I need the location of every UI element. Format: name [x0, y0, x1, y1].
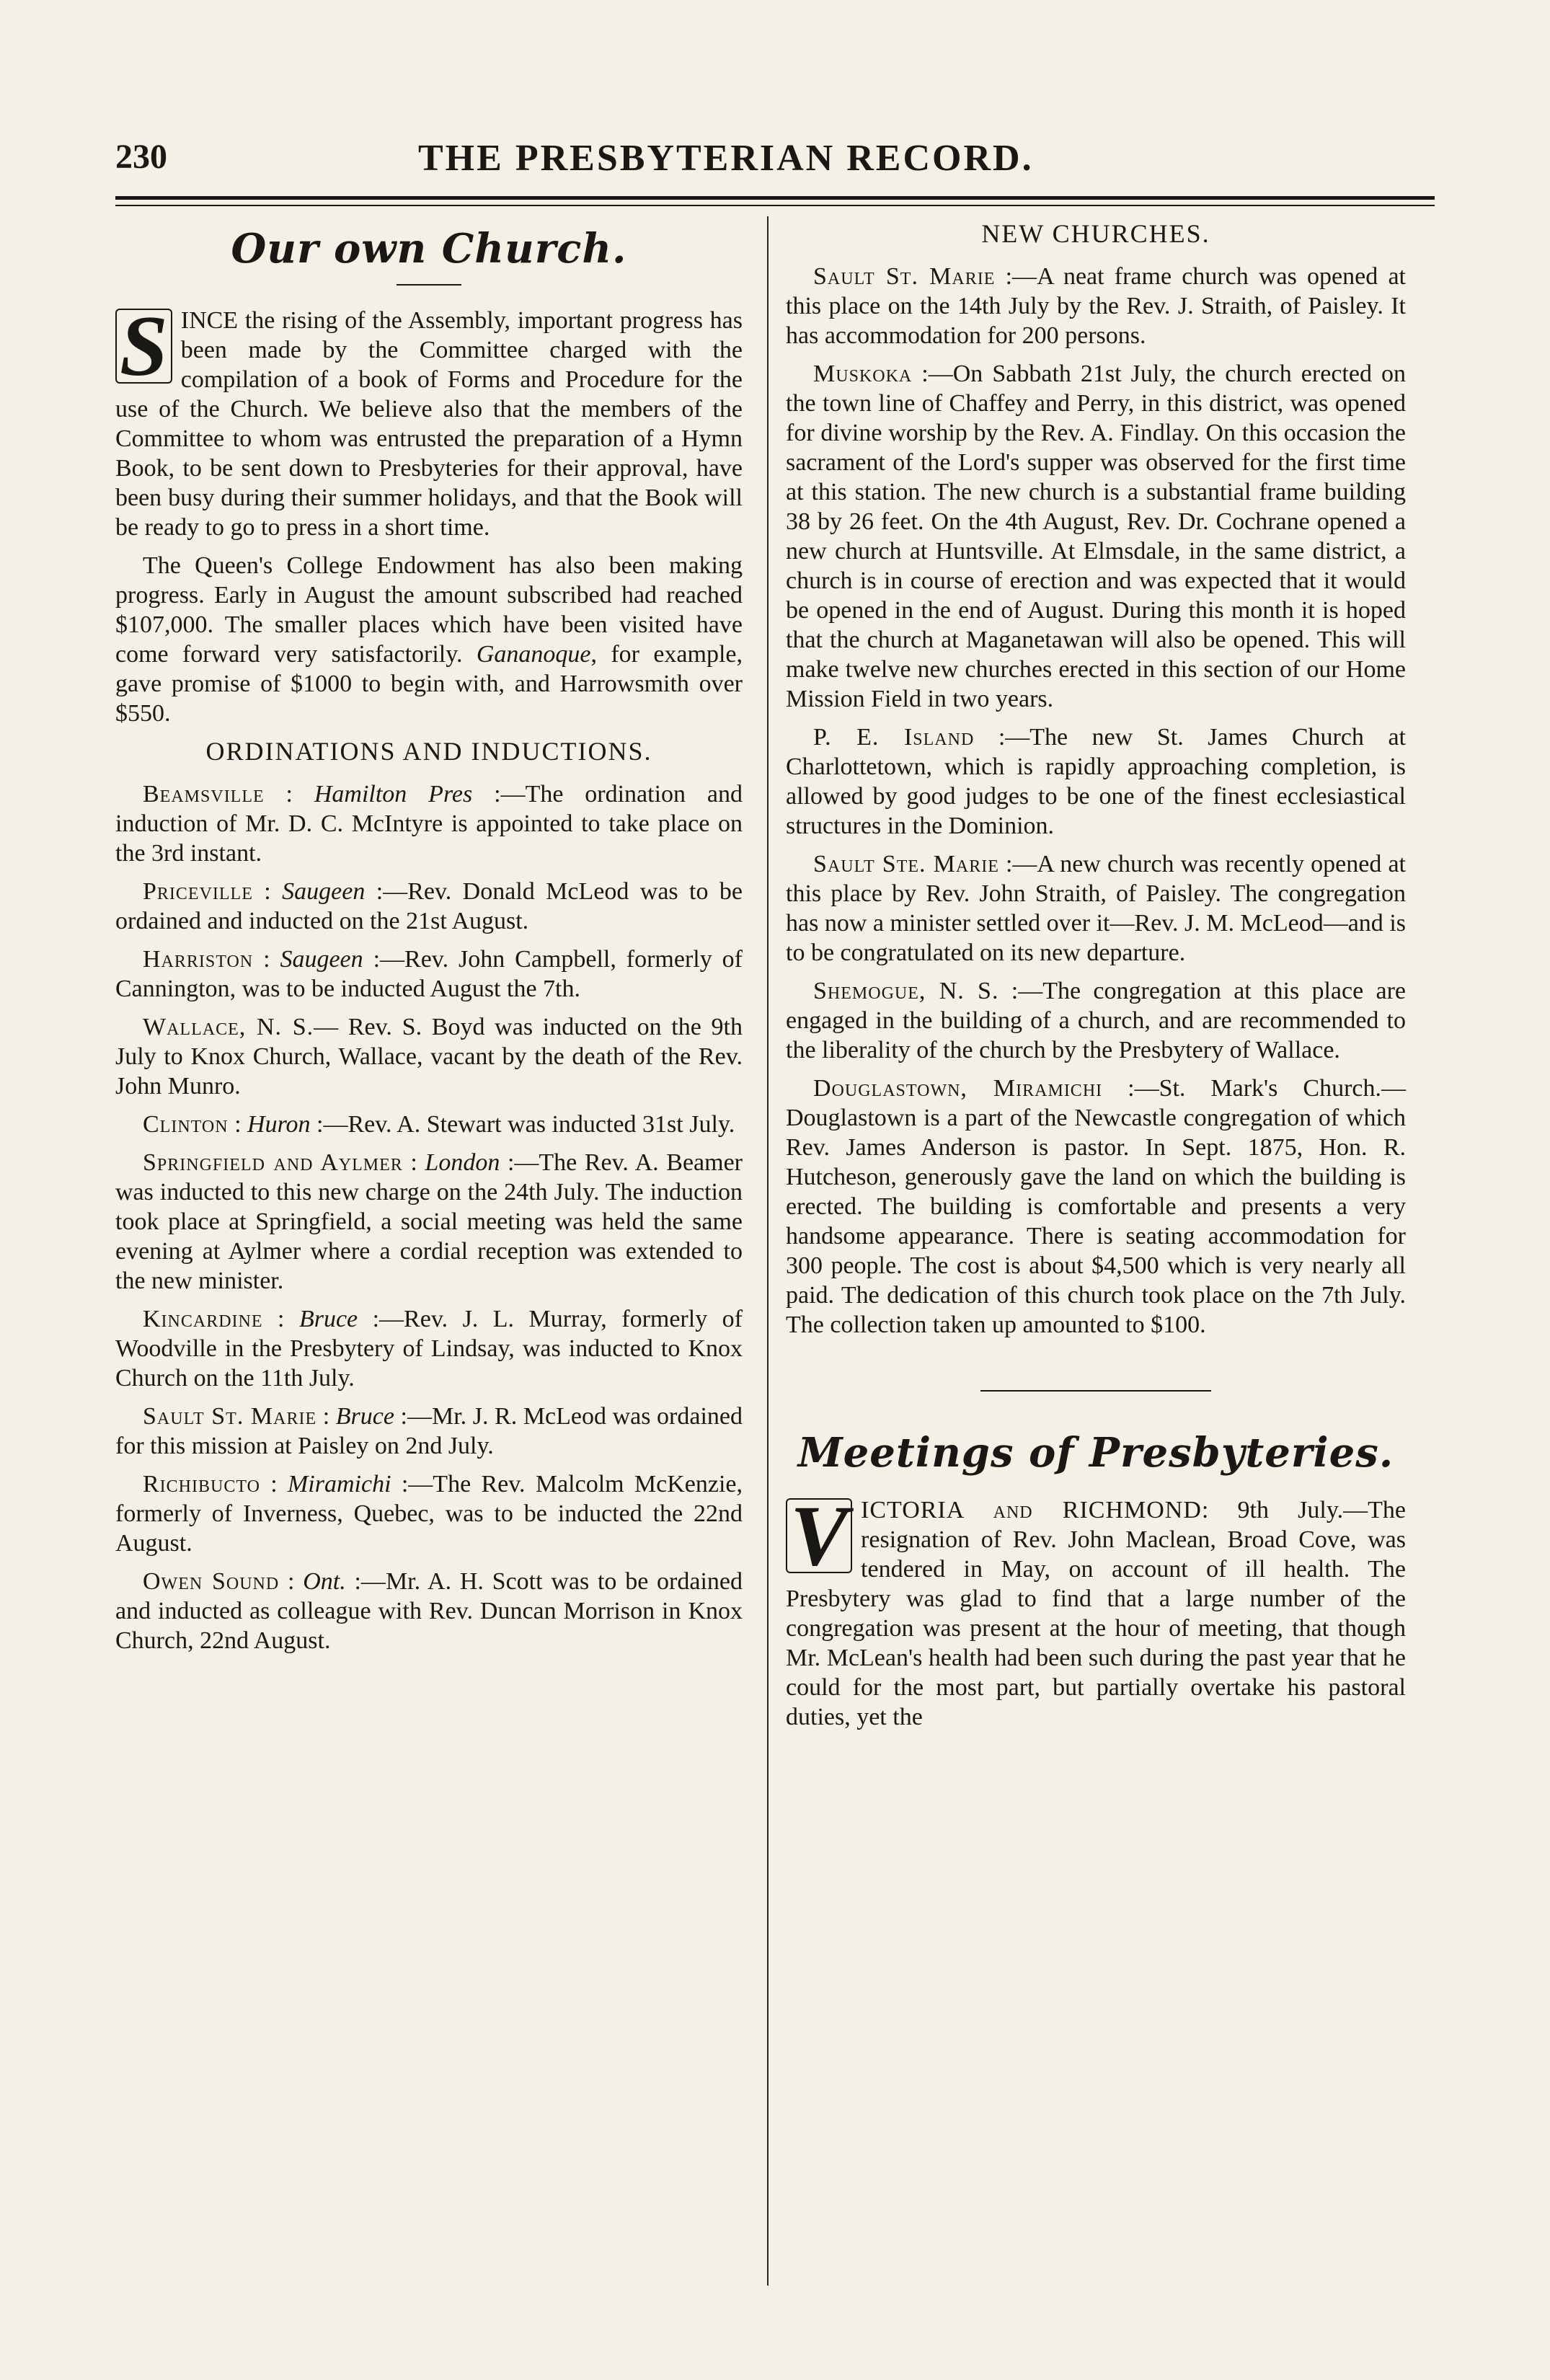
ordination-entry: [115, 1469, 743, 1558]
entry-place: Richibucto: [143, 1471, 260, 1498]
entry-sep: :: [279, 1568, 304, 1595]
entry-place: Harriston: [143, 946, 254, 973]
entry-dash: :—: [365, 878, 408, 905]
dropcap-v: V: [786, 1498, 852, 1573]
new-churches-heading: NEW CHURCHES.: [981, 219, 1210, 248]
page-header: [115, 137, 1435, 187]
ordination-entry: [115, 877, 743, 936]
entry-dash: :—: [472, 781, 526, 808]
entry-text: The Rev. Malcolm McKenzie, formerly of Inverness, Quebec, was to be inducted the 22nd August.: [115, 1471, 743, 1557]
entry-place: Sault Ste. Marie: [813, 851, 999, 877]
entry-dash: :—: [345, 1568, 386, 1595]
entry-text: On Sabbath 21st July, the church erected on the town line of Chaffey and Perry, in this district, was opened for divine worship by the Rev. A. Findlay. On this occasion the sacrament of the Lord's supper was observed for the first time at this station. The new church is a substantial frame building 38 by 26 feet. On the 4th August, Rev. Dr. Cochrane opened a new church at Huntsville. At Elmsdale, in the same district, a church is in course of erection and was expected that it would be opened in the end of August. During this month it is hoped that the church at Maganetawan will also be opened. This will make twelve new churches erected in this section of our Home Mission Field in two years.: [786, 360, 1406, 712]
ordination-entry: [115, 1304, 743, 1393]
entry-presbytery: Miramichi: [287, 1471, 391, 1498]
ordination-entry: [115, 1567, 743, 1655]
entry-text: St. Mark's Church.—Douglastown is a part of the Newcastle congregation of which Rev. James Anderson is pastor. In Sept. 1875, Hon. R. Hutcheson, generously gave the land on which the building is erected. The building is comfortable and presents a very handsome appearance. There is seating accommodation for 300 people. The cost is about $4,500 which is very nearly all paid. The dedication of this church took place on the 7th July. The collection taken up amounted to $100.: [786, 1075, 1406, 1338]
entry-place: Springfield and Aylmer: [143, 1149, 403, 1176]
section-divider: [980, 1390, 1211, 1392]
section-title-our-own-church: Our own Church.: [231, 225, 627, 273]
entry-sep: :: [260, 1471, 288, 1498]
entry-place: Wallace, N. S.: [143, 1014, 314, 1040]
ordinations-heading: ORDINATIONS AND INDUCTIONS.: [205, 737, 652, 766]
entry-presbytery: Bruce: [298, 1306, 358, 1332]
entry-text: Rev. S. Boyd was inducted on the 9th July to Knox Church, Wallace, vacant by the death of the Rev. John Munro.: [115, 1014, 743, 1100]
new-church-entry: [786, 262, 1406, 350]
right-column: [786, 216, 1406, 1740]
entry-text: Mr. J. R. McLeod was ordained for this mission at Paisley on 2nd July.: [115, 1403, 743, 1459]
entry-presbytery: London: [425, 1149, 500, 1176]
entry-sep: :: [264, 781, 314, 808]
entry-text: Rev. Donald McLeod was to be ordained and inducted on the 21st August.: [115, 878, 743, 934]
ordination-entry: [115, 1012, 743, 1101]
entry-place: Kincardine: [143, 1306, 263, 1332]
entry-presbytery: Saugeen: [282, 878, 366, 905]
ordination-entry: [115, 1402, 743, 1461]
entry-place: Muskoka: [813, 360, 913, 387]
entry-dash: :—: [998, 851, 1037, 877]
endowment-place: Gananoque: [476, 641, 591, 668]
new-church-entry: [786, 722, 1406, 841]
ordination-entry: [115, 1148, 743, 1296]
entry-presbytery: Ont.: [303, 1568, 346, 1595]
entry-dash: :—: [363, 946, 405, 973]
page-number: 230: [115, 138, 167, 176]
entry-dash: :—: [391, 1471, 433, 1498]
entry-place: Owen Sound: [143, 1568, 280, 1595]
entry-place: Douglastown, Miramichi: [813, 1075, 1103, 1102]
entry-sep: :: [228, 1111, 248, 1138]
entry-text: The Rev. A. Beamer was inducted to this new charge on the 24th July. The induction took place at Springfield, a social meeting was held the same evening at Aylmer where a cordial reception was extended to the new minister.: [115, 1149, 743, 1294]
entry-place: Priceville: [143, 878, 253, 905]
entry-place: Beamsville: [143, 781, 265, 808]
endowment-paragraph: [115, 551, 743, 728]
running-title: THE PRESBYTERIAN RECORD.: [418, 138, 1034, 179]
ordination-entry: [115, 779, 743, 868]
intro-text: INCE the rising of the Assembly, important progress has been made by the Committee charged with the compilation of a book of Forms and Procedure for the use of the Church. We believe also that the members of the Committee to whom was entrusted the preparation of a Hymn Book, to be sent down to Presbyteries for their approval, have been busy during their summer holidays, and that the Book will be ready to go to press in a short time.: [115, 307, 743, 541]
ordination-entry: [115, 945, 743, 1004]
meetings-paragraph: [786, 1487, 1406, 1732]
entry-sep: :: [316, 1403, 336, 1430]
entry-sep: :: [402, 1149, 425, 1176]
endowment-text-b: , for example, gave promise of $1000 to begin with, and Harrowsmith over $550.: [115, 641, 743, 727]
entry-presbytery: Huron: [247, 1111, 311, 1138]
header-rule-thin: [115, 205, 1435, 206]
entry-dash: :—: [912, 360, 953, 387]
entry-text: A new church was recently opened at this place by Rev. John Straith, of Paisley. The congregation has now a minister settled over it—Rev. J. M. McLeod—and is to be congratulated on its new departure.: [786, 851, 1406, 966]
entry-dash: :—: [995, 263, 1037, 290]
entry-presbytery: Bruce: [335, 1403, 394, 1430]
entry-presbytery: Saugeen: [280, 946, 363, 973]
entry-place: Clinton: [143, 1111, 229, 1138]
intro-paragraph: [115, 298, 743, 542]
entry-sep: :: [252, 878, 283, 905]
entry-place: Sault St. Marie: [143, 1403, 317, 1430]
entry-place: Shemogue, N. S.: [813, 978, 999, 1004]
entry-text: The ordination and induction of Mr. D. C. McIntyre is appointed to take place on the 3rd instant.: [115, 781, 743, 867]
ordination-entry: [115, 1110, 743, 1139]
dropcap-s: S: [115, 309, 172, 384]
new-church-entry: [786, 359, 1406, 714]
entry-text: Mr. A. H. Scott was to be ordained and inducted as colleague with Rev. Duncan Morrison in Knox Church, 22nd August.: [115, 1568, 743, 1654]
entry-dash: :—: [500, 1149, 539, 1176]
new-church-entry: [786, 976, 1406, 1065]
entry-text: A neat frame church was opened at this place on the 14th July by the Rev. J. Straith, of Paisley. It has accommodation for 200 persons.: [786, 263, 1406, 349]
entry-dash: :—: [998, 978, 1043, 1004]
title-rule: [397, 284, 461, 286]
entry-dash: :—: [1102, 1075, 1159, 1102]
entry-text: Rev. J. L. Murray, formerly of Woodville in the Presbytery of Lindsay, was inducted to Knox Church on the 11th July.: [115, 1306, 743, 1392]
entry-place: Sault St. Marie: [813, 263, 996, 290]
entry-dash: :—: [974, 724, 1030, 751]
entry-sep: :: [262, 1306, 299, 1332]
column-divider: [767, 216, 769, 2286]
entry-text: Rev. John Campbell, formerly of Cannington, was to be inducted August the 7th.: [115, 946, 743, 1002]
entry-dash: :—: [358, 1306, 404, 1332]
ordinations-list: [115, 779, 743, 1655]
entry-text: Rev. A. Stewart was inducted 31st July.: [347, 1111, 735, 1138]
entry-dash: :—: [310, 1111, 348, 1138]
new-church-entry: [786, 849, 1406, 968]
entry-dash: :—: [394, 1403, 432, 1430]
endowment-text-a: The Queen's College Endowment has also been making progress. Early in August the amount subscribed had reached $107,000. The smaller places which have been visited have come forward very satisfactorily.: [115, 552, 743, 668]
entry-text: The new St. James Church at Charlottetown, which is rapidly approaching completion, is allowed by good judges to be one of the finest ecclesiastical structures in the Dominion.: [786, 724, 1406, 839]
new-church-entry: [786, 1074, 1406, 1340]
entry-place: P. E. Island: [813, 724, 975, 751]
meetings-place: ICTORIA and RICHMOND: [861, 1497, 1202, 1523]
meetings-text: : 9th July.—The resignation of Rev. John Maclean, Broad Cove, was tendered in May, on account of ill health. The Presbytery was glad to find that a large number of the congregation was present at the hour of meeting, that though Mr. McLean's health had been such during the past year that he could for the most part, but partially overtake his pastoral duties, yet the: [786, 1497, 1406, 1730]
left-column: [115, 216, 743, 1664]
header-rule: [115, 196, 1435, 200]
section-title-meetings: Meetings of Presbyteries.: [797, 1429, 1394, 1477]
entry-dash: —: [314, 1014, 348, 1040]
entry-presbytery: Hamilton Pres: [314, 781, 473, 808]
entry-sep: :: [253, 946, 280, 973]
new-churches-list: [786, 262, 1406, 1340]
entry-text: The congregation at this place are engaged in the building of a church, and are recommended to the liberality of the church by the Presbytery of Wallace.: [786, 978, 1407, 1063]
